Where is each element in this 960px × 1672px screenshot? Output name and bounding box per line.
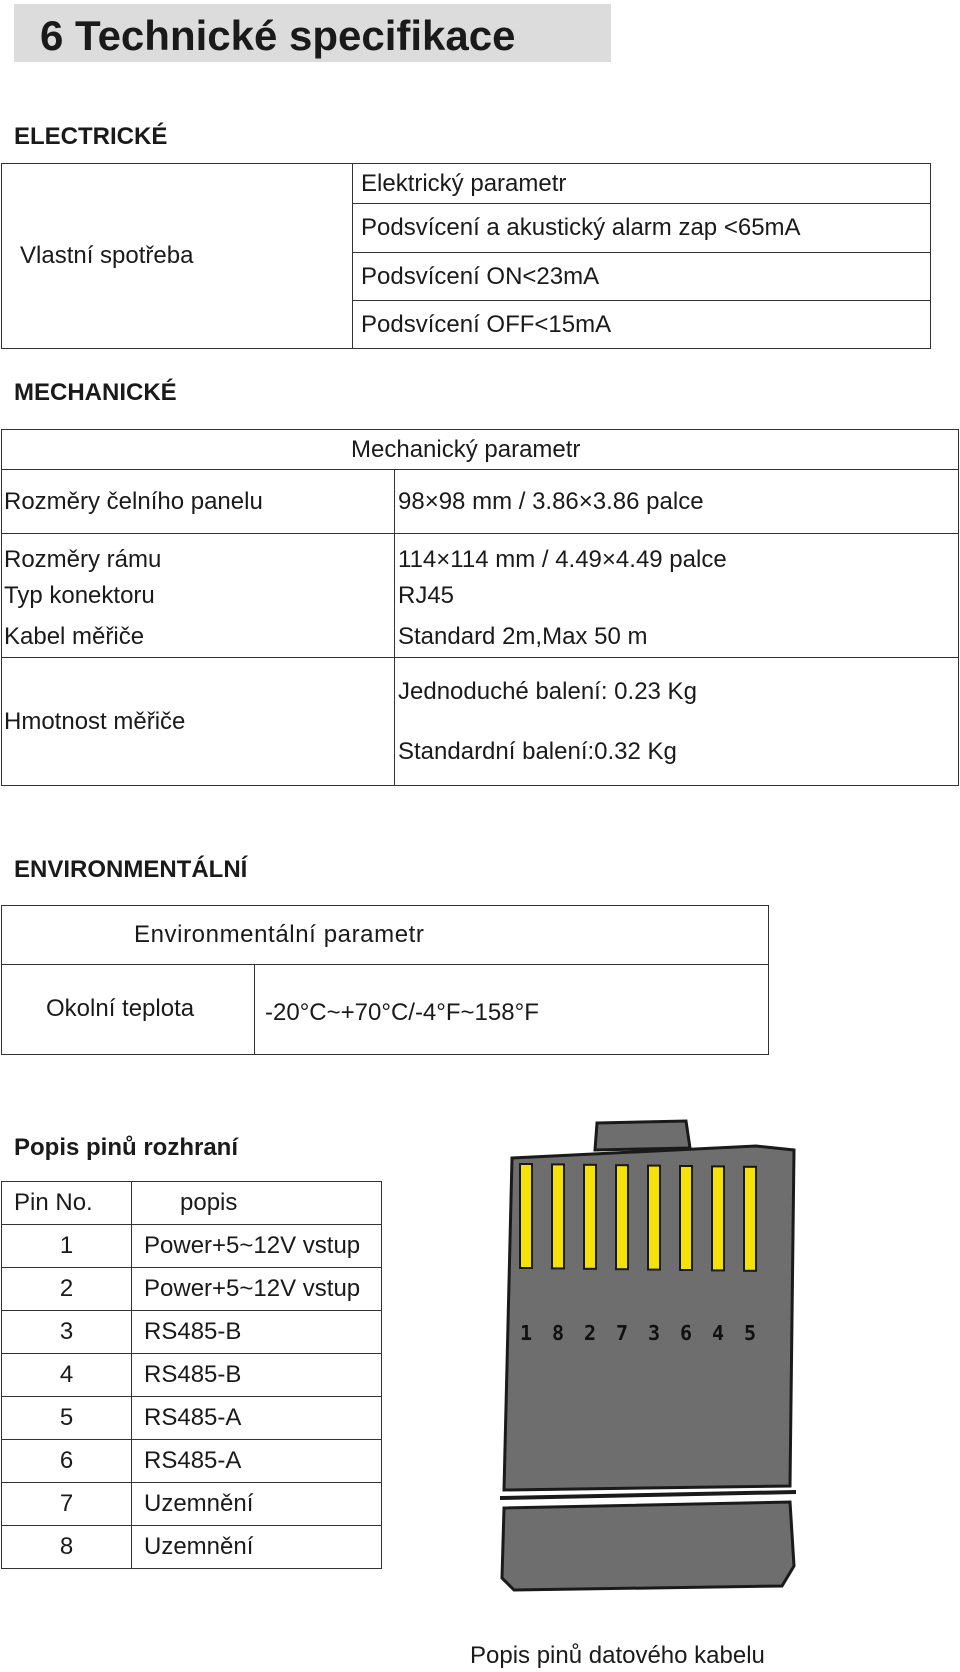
mechanical-row-value: 114×114 mm / 4.49×4.49 palce [395,534,959,576]
pin-desc: RS485-A [132,1440,382,1483]
pin-no: 5 [2,1397,132,1440]
connector-pin [520,1164,532,1268]
pin-desc: Uzemnění [132,1526,382,1569]
weight-values [395,658,959,786]
mechanical-row-value: 98×98 mm / 3.86×3.86 palce [395,470,959,534]
mechanical-row-label: Kabel měřiče [2,617,395,658]
electrical-table [1,163,931,349]
weight-single: Jednoduché balení: 0.23 Kg [398,677,697,705]
connector-caption: Popis pinů datového kabelu [470,1642,765,1669]
connector-pin-number: 3 [647,1321,661,1345]
pin-desc: RS485-B [132,1311,382,1354]
mechanical-param-header: Mechanický parametr [2,430,959,470]
mechanical-heading: MECHANICKÉ [14,379,177,406]
electrical-row: Podsvícení a akustický alarm zap <65mA [353,204,931,253]
table-row [2,1483,382,1526]
connector-pin-number: 4 [711,1321,725,1345]
mechanical-row-label: Rozměry čelního panelu [2,470,395,534]
connector-pin-number: 5 [743,1321,757,1345]
connector-pin-number: 2 [583,1321,597,1345]
table-row [2,1354,382,1397]
pin-desc: Uzemnění [132,1483,382,1526]
electrical-row: Podsvícení OFF<15mA [353,301,931,349]
table-row [2,1311,382,1354]
table-row [2,1526,382,1569]
temperature-value: -20°C~+70°C/-4°F~158°F [255,965,769,1055]
connector-pin [648,1166,660,1270]
connector-divider [500,1492,796,1498]
table-row [2,1268,382,1311]
mechanical-row-value: RJ45 [395,576,959,617]
pin-desc: Power+5~12V vstup [132,1268,382,1311]
table-row [2,1225,382,1268]
mechanical-table [1,429,959,786]
rj45-connector-illustration [494,1118,804,1593]
connector-pin [680,1166,692,1270]
connector-pin-number: 7 [615,1321,629,1345]
page-title: 6 Technické specifikace [40,12,516,59]
pin-no: 7 [2,1483,132,1526]
pin-desc: Power+5~12V vstup [132,1225,382,1268]
electrical-row: Podsvícení ON<23mA [353,253,931,301]
connector-pin [584,1165,596,1269]
pin-no: 2 [2,1268,132,1311]
weight-standard: Standardní balení:0.32 Kg [398,737,677,765]
environmental-heading: ENVIRONMENTÁLNÍ [14,856,248,883]
mechanical-row-label: Typ konektoru [2,576,395,617]
pin-no: 6 [2,1440,132,1483]
pin-no: 4 [2,1354,132,1397]
electrical-param-header: Elektrický parametr [353,164,931,204]
pins-heading: Popis pinů rozhraní [14,1134,239,1161]
pin-no: 1 [2,1225,132,1268]
pin-no: 8 [2,1526,132,1569]
connector-pin [552,1164,564,1268]
pin-col-desc-header: popis [132,1182,382,1225]
pin-table [1,1181,382,1569]
pin-desc: RS485-A [132,1397,382,1440]
pin-col-no-header: Pin No. [2,1182,132,1225]
table-row [2,1397,382,1440]
electrical-label: Vlastní spotřeba [2,164,353,349]
electrical-heading: ELECTRICKÉ [14,123,168,150]
temperature-label: Okolní teplota [2,965,255,1055]
mechanical-row-value: Standard 2m,Max 50 m [395,617,959,658]
connector-pin [744,1167,756,1271]
connector-lower-body [502,1502,794,1590]
pin-desc: RS485-B [132,1354,382,1397]
connector-pin-number: 6 [679,1321,693,1345]
connector-pin-number: 8 [551,1321,565,1345]
environmental-param-header: Environmentální parametr [2,906,769,965]
mechanical-row-label: Rozměry rámu [2,534,395,576]
connector-pin-number: 1 [519,1321,533,1345]
weight-label: Hmotnost měřiče [2,658,395,786]
environmental-table [1,905,769,1055]
connector-pin [712,1166,724,1270]
table-row [2,1440,382,1483]
pin-no: 3 [2,1311,132,1354]
connector-pin [616,1165,628,1269]
connector-latch [595,1121,690,1150]
